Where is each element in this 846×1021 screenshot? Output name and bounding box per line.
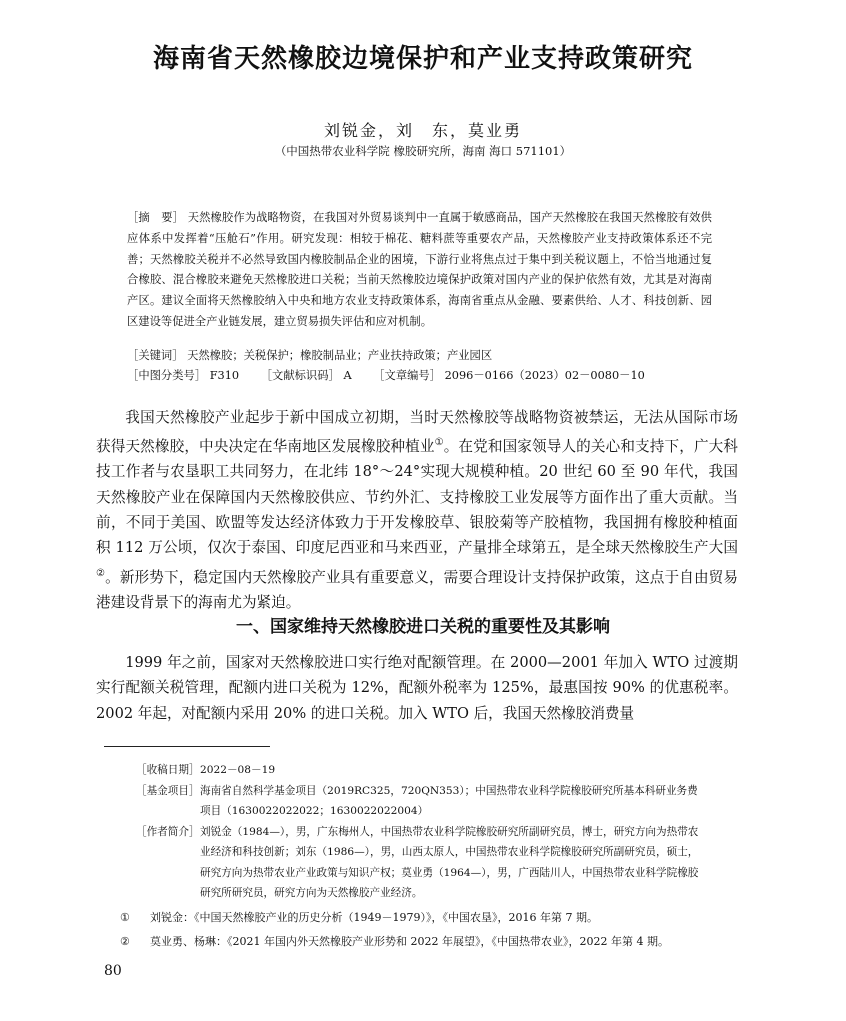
author-info: ［作者简介］ 刘锐金（1984—），男，广东梅州人，中国热带农业科学院橡胶研究所副研究员，博士，研究方向为热带农业经济和科技创新；刘东（1986—），男，山西太原人，中国热带农业科学院橡胶研究所副研究员，硕士，研究方向为热带农业产业政策与知识产权；莫业勇（1964—），男，广西陆川人，中国热带农业科学院橡胶研究所研究员，研究方向为天然橡胶产业经济。 — [136, 825, 699, 899]
footnote-divider — [104, 746, 270, 747]
clc-code: ［中图分类号］ F310 — [127, 369, 240, 382]
footnote-1: ① 刘锐金：《中国天然橡胶产业的历史分析（1949－1979）》，《中国农垦》，2016 年第 7 期。 — [120, 911, 598, 924]
classification-line — [127, 366, 727, 386]
abstract-label: ［摘 要］ — [127, 211, 185, 224]
intro-paragraph: 我国天然橡胶产业起步于新中国成立初期，当时天然橡胶等战略物资被禁运，无法从国际市场获得天然橡胶，中央决定在华南地区发展橡胶种植业①。在党和国家领导人的关心和支持下，广大科技工作者与农垦职工共同努力，在北纬 18°～24°实现大规模种植。20 世纪 60 至 90 年代，我国天然橡胶产业在保障国内天然橡胶供应、节约外汇、支持橡胶工业发展等方面作出了重大贡献。当前，不同于美国、欧盟等发达经济体致力于开发橡胶草、银胶菊等产胶植物，我国拥有橡胶种植面积 112 万公顷，仅次于泰国、印度尼西亚和马来西亚，产量排全球第五，是全球天然橡胶生产大国②。新形势下，稳定国内天然橡胶产业具有重要意义，需要合理设计支持保护政策，这点于自由贸易港建设背景下的海南尤为紧迫。 — [96, 409, 738, 611]
article-number: ［文章编号］ 2096－0166（2023）02－0080－10 — [373, 369, 645, 382]
footnote-block — [136, 760, 706, 904]
footnote-2: ② 莫业勇、杨琳：《2021 年国内外天然橡胶产业形势和 2022 年展望》，《中国热带农业》，2022 年第 4 期。 — [120, 935, 669, 948]
section-heading: 一、国家维持天然橡胶进口关税的重要性及其影响 — [236, 617, 610, 637]
doc-code: ［文献标识码］ A — [260, 369, 352, 382]
abstract — [127, 208, 712, 333]
affiliation: （中国热带农业科学院 橡胶研究所，海南 海口 571101） — [274, 144, 572, 158]
keywords-text: 天然橡胶；关税保护；橡胶制品业；产业扶持政策；产业园区 — [187, 349, 493, 362]
footnote-ref-1[interactable]: ① — [434, 437, 444, 449]
footnote-ref-2[interactable]: ② — [96, 567, 106, 579]
fund-info: ［基金项目］ 海南省自然科学基金项目（2019RC325，720QN353）；中国热带农业科学院橡胶研究所基本科研业务费项目（1630022022022；1630022022004） — [136, 784, 698, 817]
abstract-text: 天然橡胶作为战略物资，在我国对外贸易谈判中一直属于敏感商品，国产天然橡胶在我国天然橡胶有效供应体系中发挥着“压舱石”作用。研究发现：相较于棉花、糖料蔗等重要农产品，天然橡胶产业支持政策体系还不完善；天然橡胶关税并不必然导致国内橡胶制品企业的困境，下游行业将焦点过于集中到关税议题上，不恰当地通过复合橡胶、混合橡胶来避免天然橡胶进口关税；当前天然橡胶边境保护政策对国内产业的保护依然有效，尤其是对海南产区。建议全面将天然橡胶纳入中央和地方农业支持政策体系，海南省重点从金融、要素供给、人才、科技创新、园区建设等促进全产业链发展，建立贸易损失评估和应对机制。 — [127, 211, 712, 328]
section-paragraph: 1999 年之前，国家对天然橡胶进口实行绝对配额管理。在 2000—2001 年加入 WTO 过渡期实行配额关税管理，配额内进口关税为 12%，配额外税率为 125%，最惠国按 90% 的优惠税率。2002 年起，对配额内采用 20% 的进口关税。加入 WTO 后，我国天然橡胶消费量 — [96, 654, 738, 722]
keywords-label: ［关键词］ — [127, 349, 184, 362]
paper-title: 海南省天然橡胶边境保护和产业支持政策研究 — [152, 44, 693, 74]
author-line: 刘锐金，刘 东，莫业勇 — [323, 121, 522, 140]
page-number: 80 — [104, 963, 122, 979]
received-date: ［收稿日期］ 2022－08－19 — [136, 764, 276, 776]
keywords — [127, 346, 712, 366]
